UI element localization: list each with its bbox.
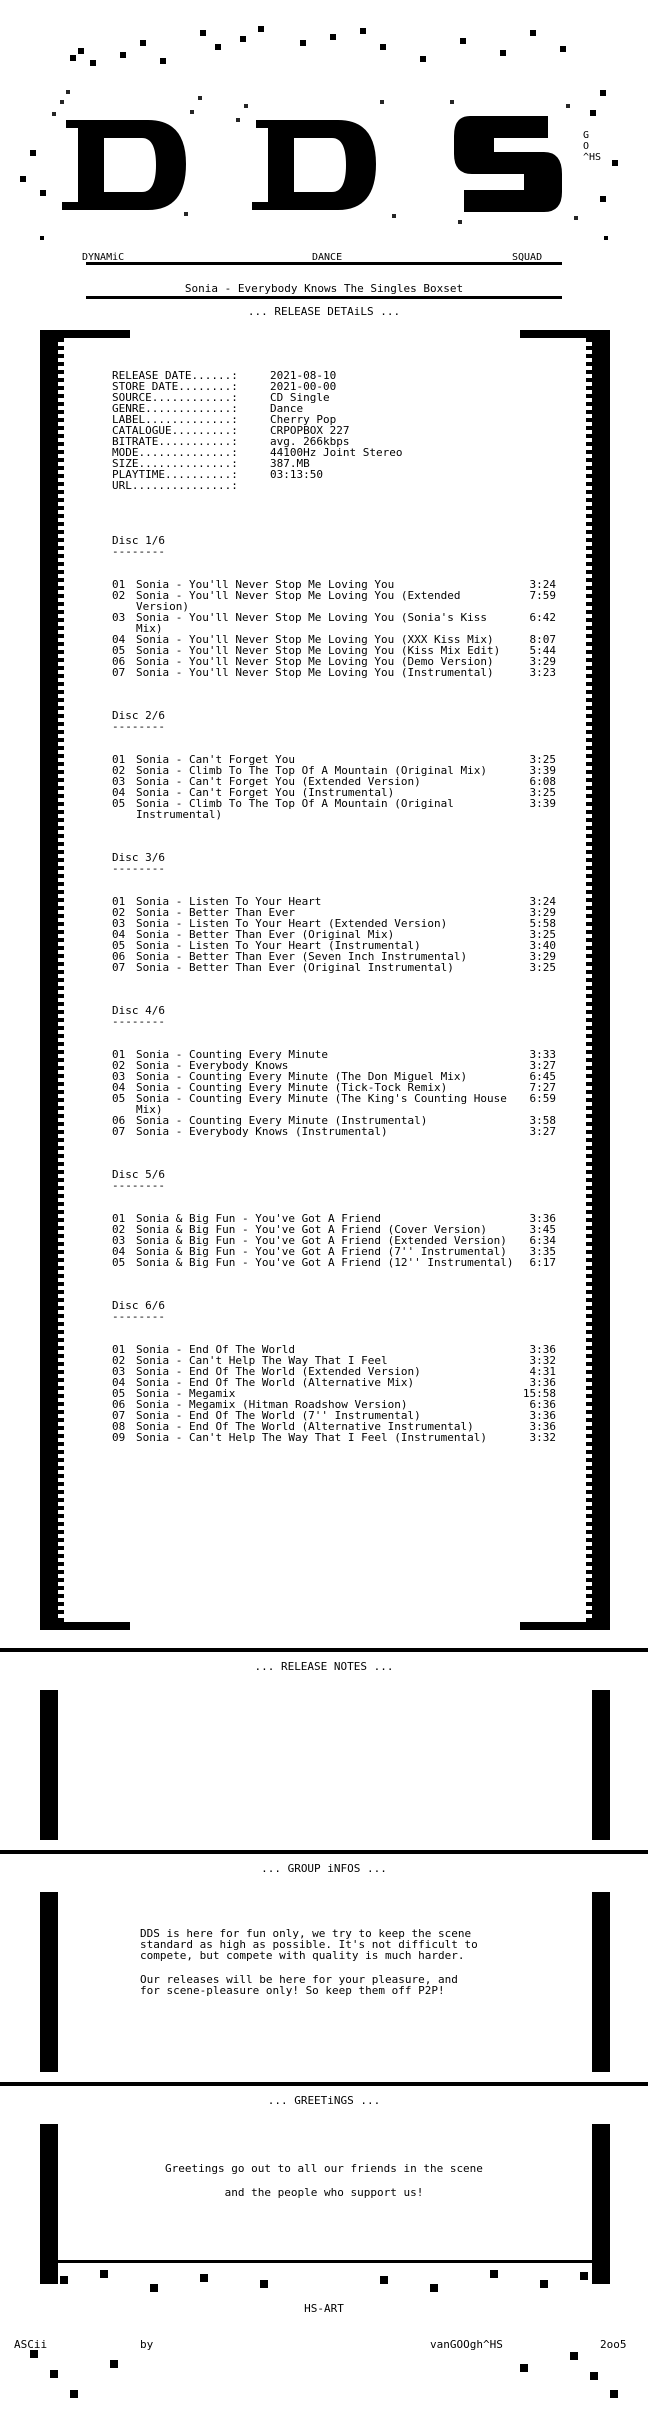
field-key: URL...............:	[112, 479, 238, 492]
track-title: Sonia - Better Than Ever	[136, 906, 295, 919]
track-duration: 7:27	[529, 1081, 556, 1094]
disc-underline: --------	[112, 545, 165, 558]
track-duration: 15:58	[522, 1387, 556, 1400]
track-title: Sonia - End Of The World (Alternative Mix)	[136, 1376, 415, 1389]
details-frame-top-left	[40, 330, 130, 338]
disc-title: Disc 5/6	[112, 1168, 165, 1181]
track-duration: 3:39	[529, 797, 556, 810]
field-value: CD Single	[270, 391, 330, 404]
details-frame-left	[40, 330, 58, 1630]
track-duration: 6:42	[529, 611, 556, 624]
track-title: Sonia - You'll Never Stop Me Loving You (Demo Version)	[136, 655, 494, 668]
field-key: PLAYTIME..........:	[112, 468, 238, 481]
track-number: 07	[112, 1409, 126, 1422]
track-duration: 8:07	[529, 633, 556, 646]
credits-by: by	[140, 2338, 154, 2351]
track-number: 01	[112, 1212, 126, 1225]
disc-underline: --------	[112, 862, 165, 875]
track-duration: 3:29	[529, 655, 556, 668]
credits-hs-art: HS-ART	[304, 2302, 344, 2315]
disc-block	[112, 851, 556, 974]
notes-frame-left	[40, 1690, 58, 1840]
track-number: 03	[112, 1070, 126, 1083]
track-title: Sonia - Can't Forget You	[136, 753, 295, 766]
track-title: Sonia - End Of The World (Extended Version)	[136, 1365, 421, 1378]
notes-frame-right	[592, 1690, 610, 1840]
track-duration: 3:58	[529, 1114, 556, 1127]
divider-1	[0, 1648, 648, 1652]
track-list	[112, 1212, 556, 1269]
track-number: 02	[112, 764, 126, 777]
track-title: Sonia & Big Fun - You've Got A Friend (7'' Instrumental)	[136, 1245, 507, 1258]
track-title: Sonia - Counting Every Minute (Instrumental)	[136, 1114, 428, 1127]
track-title: Sonia - Listen To Your Heart	[136, 895, 322, 908]
track-duration: 7:59	[529, 589, 556, 602]
details-frame-bottom-right	[520, 1622, 610, 1630]
track-title: Sonia - Counting Every Minute (The King's Counting House Mix)	[136, 1092, 507, 1116]
track-number: 04	[112, 786, 126, 799]
track-duration: 4:31	[529, 1365, 556, 1378]
track-duration: 3:39	[529, 764, 556, 777]
track-title: Sonia - Counting Every Minute (Tick-Tock Remix)	[136, 1081, 448, 1094]
track-duration: 3:36	[529, 1376, 556, 1389]
field-row	[112, 480, 532, 491]
disc-underline: --------	[112, 1015, 165, 1028]
footer-ascii-art	[0, 2240, 648, 2412]
track-duration: 3:25	[529, 753, 556, 766]
credits-ascii: ASCii	[14, 2338, 48, 2351]
track-title: Sonia & Big Fun - You've Got A Friend (Cover Version)	[136, 1223, 487, 1236]
disc-block	[112, 1168, 556, 1269]
track-number: 05	[112, 1387, 126, 1400]
track-number: 04	[112, 928, 126, 941]
track-row	[112, 1256, 556, 1269]
details-frame-right-dither	[586, 330, 592, 1630]
track-title: Sonia - Better Than Ever (Seven Inch Instrumental)	[136, 950, 468, 963]
field-key: CATALOGUE.........:	[112, 424, 238, 437]
track-number: 08	[112, 1420, 126, 1433]
track-number: 03	[112, 775, 126, 788]
field-value: Cherry Pop	[270, 413, 337, 426]
disc-block	[112, 1004, 556, 1138]
track-number: 07	[112, 1125, 126, 1138]
track-duration: 3:32	[529, 1431, 556, 1444]
details-frame-bottom-left	[40, 1622, 130, 1630]
track-number: 04	[112, 1245, 126, 1258]
track-title: Sonia - Counting Every Minute	[136, 1048, 329, 1061]
field-value: 2021-00-00	[270, 380, 337, 393]
track-number: 01	[112, 753, 126, 766]
track-number: 06	[112, 1398, 126, 1411]
track-number: 01	[112, 1343, 126, 1356]
group-info-paragraph-2: Our releases will be here for your pleasure, and for scene-pleasure only! So keep them off P2P!	[140, 1973, 458, 1997]
track-duration: 3:36	[529, 1212, 556, 1225]
track-duration: 5:58	[529, 917, 556, 930]
track-row	[112, 589, 556, 613]
track-row	[112, 1092, 556, 1116]
field-value: CRPOPBOX 227	[270, 424, 350, 437]
track-duration: 3:45	[529, 1223, 556, 1236]
track-number: 01	[112, 895, 126, 908]
track-number: 03	[112, 1365, 126, 1378]
track-number: 05	[112, 797, 126, 810]
release-details	[112, 369, 556, 1444]
track-title: Sonia - Climb To The Top Of A Mountain (Original Instrumental)	[136, 797, 454, 821]
track-number: 02	[112, 589, 126, 602]
track-duration: 6:36	[529, 1398, 556, 1411]
track-title: Sonia - Climb To The Top Of A Mountain (Original Mix)	[136, 764, 487, 777]
track-number: 05	[112, 1256, 126, 1269]
field-key: STORE DATE........:	[112, 380, 238, 393]
track-duration: 3:36	[529, 1420, 556, 1433]
track-number: 03	[112, 611, 126, 624]
track-duration: 3:36	[529, 1409, 556, 1422]
release-fields	[112, 370, 532, 491]
group-frame-right	[592, 1892, 610, 2072]
track-duration: 6:08	[529, 775, 556, 788]
disc-title: Disc 1/6	[112, 534, 165, 547]
title-underline	[86, 296, 562, 299]
track-title: Sonia - Everybody Knows (Instrumental)	[136, 1125, 388, 1138]
track-title: Sonia - Can't Forget You (Instrumental)	[136, 786, 395, 799]
track-duration: 3:25	[529, 786, 556, 799]
track-title: Sonia - Counting Every Minute (The Don Miguel Mix)	[136, 1070, 468, 1083]
track-number: 04	[112, 1376, 126, 1389]
track-number: 02	[112, 1223, 126, 1236]
disc-underline: --------	[112, 720, 165, 733]
track-number: 05	[112, 939, 126, 952]
disc-block	[112, 534, 556, 679]
track-duration: 3:29	[529, 906, 556, 919]
track-duration: 3:35	[529, 1245, 556, 1258]
track-number: 02	[112, 1059, 126, 1072]
logo-word-squad: SQUAD	[512, 252, 543, 263]
track-number: 06	[112, 655, 126, 668]
logo-word-dance: DANCE	[312, 252, 343, 263]
group-info-paragraph-1: DDS is here for fun only, we try to keep the scene standard as high as possible. It's not difficult to compete, but compete with quality is much harder.	[140, 1927, 478, 1962]
details-section-title: ... RELEASE DETAiLS ...	[247, 305, 401, 318]
track-list	[112, 1048, 556, 1138]
track-title: Sonia & Big Fun - You've Got A Friend (12'' Instrumental)	[136, 1256, 514, 1269]
track-title: Sonia - End Of The World	[136, 1343, 295, 1356]
track-title: Sonia & Big Fun - You've Got A Friend	[136, 1212, 382, 1225]
track-title: Sonia - Can't Help The Way That I Feel (Instrumental)	[136, 1431, 487, 1444]
disc-title: Disc 2/6	[112, 709, 165, 722]
track-list	[112, 578, 556, 679]
track-number: 01	[112, 1048, 126, 1061]
track-duration: 3:24	[529, 895, 556, 908]
field-key: SOURCE............:	[112, 391, 238, 404]
track-title: Sonia - Better Than Ever (Original Mix)	[136, 928, 395, 941]
release-title: Sonia - Everybody Knows The Singles Boxset	[184, 282, 464, 295]
track-title: Sonia - You'll Never Stop Me Loving You	[136, 578, 395, 591]
track-row	[112, 611, 556, 635]
track-number: 09	[112, 1431, 126, 1444]
logo-word-dynamic: DYNAMiC	[82, 252, 125, 263]
disc-title: Disc 4/6	[112, 1004, 165, 1017]
track-duration: 3:27	[529, 1125, 556, 1138]
field-key: GENRE.............:	[112, 402, 238, 415]
field-value: 03:13:50	[270, 468, 323, 481]
group-section-title: ... GROUP iNFOS ...	[261, 1862, 387, 1875]
track-title: Sonia - Listen To Your Heart (Extended Version)	[136, 917, 448, 930]
track-number: 07	[112, 961, 126, 974]
track-title: Sonia - Better Than Ever (Original Instrumental)	[136, 961, 454, 974]
track-duration: 3:40	[529, 939, 556, 952]
field-value: 2021-08-10	[270, 369, 337, 382]
track-number: 07	[112, 666, 126, 679]
track-title: Sonia - Megamix (Hitman Roadshow Version)	[136, 1398, 408, 1411]
track-duration: 6:59	[529, 1092, 556, 1105]
details-frame-left-dither	[58, 330, 64, 1630]
field-key: SIZE..............:	[112, 457, 238, 470]
track-title: Sonia - Can't Help The Way That I Feel	[136, 1354, 388, 1367]
greetings-section-title: ... GREETiNGS ...	[267, 2094, 381, 2107]
track-duration: 3:29	[529, 950, 556, 963]
field-value: Dance	[270, 402, 304, 415]
track-title: Sonia - You'll Never Stop Me Loving You (XXX Kiss Mix)	[136, 633, 494, 646]
track-title: Sonia - You'll Never Stop Me Loving You (Sonia's Kiss Mix)	[136, 611, 487, 635]
track-title: Sonia - You'll Never Stop Me Loving You (Kiss Mix Edit)	[136, 644, 501, 657]
notes-section-title: ... RELEASE NOTES ...	[254, 1660, 394, 1673]
track-number: 06	[112, 1114, 126, 1127]
field-key: MODE..............:	[112, 446, 238, 459]
greetings-line-1: Greetings go out to all our friends in the scene	[165, 2162, 483, 2175]
track-duration: 6:34	[529, 1234, 556, 1247]
disc-list	[112, 534, 556, 1444]
disc-title: Disc 6/6	[112, 1299, 165, 1312]
disc-block	[112, 1299, 556, 1444]
field-key: RELEASE DATE......:	[112, 369, 238, 382]
track-duration: 3:36	[529, 1343, 556, 1356]
details-frame-top-right	[520, 330, 610, 338]
track-duration: 3:33	[529, 1048, 556, 1061]
credits-author: vanGOOgh^HS	[430, 2338, 503, 2351]
track-number: 06	[112, 950, 126, 963]
track-title: Sonia - Everybody Knows	[136, 1059, 289, 1072]
track-title: Sonia - End Of The World (Alternative Instrumental)	[136, 1420, 474, 1433]
track-title: Sonia - You'll Never Stop Me Loving You (Extended Version)	[136, 589, 461, 613]
details-frame-right	[592, 330, 610, 1630]
track-duration: 3:24	[529, 578, 556, 591]
track-number: 04	[112, 1081, 126, 1094]
field-key: LABEL.............:	[112, 413, 238, 426]
disc-underline: --------	[112, 1179, 165, 1192]
field-value: 387.MB	[270, 457, 310, 470]
track-number: 03	[112, 1234, 126, 1247]
logo-side-tag: G O ^HS	[583, 130, 602, 163]
track-row	[112, 1125, 556, 1138]
track-title: Sonia & Big Fun - You've Got A Friend (Extended Version)	[136, 1234, 507, 1247]
group-frame-left	[40, 1892, 58, 2072]
track-number: 01	[112, 578, 126, 591]
track-list	[112, 753, 556, 821]
track-title: Sonia - Can't Forget You (Extended Version)	[136, 775, 421, 788]
track-duration: 6:45	[529, 1070, 556, 1083]
track-number: 03	[112, 917, 126, 930]
divider-2	[0, 1850, 648, 1854]
track-duration: 3:25	[529, 928, 556, 941]
dds-ascii-logo	[0, 0, 648, 275]
track-title: Sonia - You'll Never Stop Me Loving You (Instrumental)	[136, 666, 494, 679]
disc-block	[112, 709, 556, 821]
track-duration: 5:44	[529, 644, 556, 657]
track-title: Sonia - End Of The World (7'' Instrumental)	[136, 1409, 421, 1422]
track-row	[112, 961, 556, 974]
track-number: 04	[112, 633, 126, 646]
divider-3	[0, 2082, 648, 2086]
field-key: BITRATE...........:	[112, 435, 238, 448]
credits-year: 2oo5	[600, 2338, 627, 2351]
field-value: avg. 266kbps	[270, 435, 350, 448]
track-number: 05	[112, 644, 126, 657]
track-number: 02	[112, 906, 126, 919]
track-list	[112, 1343, 556, 1444]
track-number: 05	[112, 1092, 126, 1105]
disc-title: Disc 3/6	[112, 851, 165, 864]
track-title: Sonia - Listen To Your Heart (Instrumental)	[136, 939, 421, 952]
track-title: Sonia - Megamix	[136, 1387, 236, 1400]
track-number: 02	[112, 1354, 126, 1367]
field-value: 44100Hz Joint Stereo	[270, 446, 403, 459]
track-duration: 3:27	[529, 1059, 556, 1072]
disc-underline: --------	[112, 1310, 165, 1323]
track-row	[112, 797, 556, 821]
track-duration: 3:25	[529, 961, 556, 974]
track-duration: 3:32	[529, 1354, 556, 1367]
track-duration: 6:17	[529, 1256, 556, 1269]
track-row	[112, 666, 556, 679]
track-row	[112, 1431, 556, 1444]
track-duration: 3:23	[529, 666, 556, 679]
greetings-line-2: and the people who support us!	[224, 2186, 424, 2199]
track-list	[112, 895, 556, 974]
